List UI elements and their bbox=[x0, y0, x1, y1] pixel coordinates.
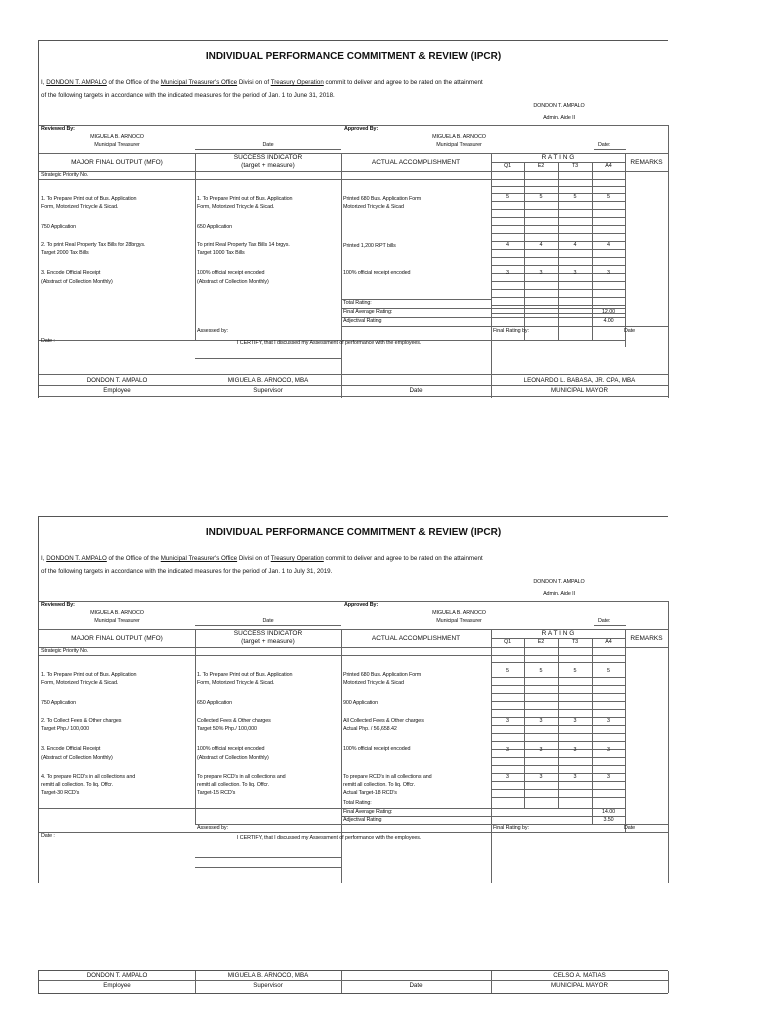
row3-si-line2: Target 50% Php./ 100,000 bbox=[197, 726, 257, 732]
row1-actual-line1: Printed 680 Bus. Application Form bbox=[343, 672, 422, 678]
row4-si-line1: 100% official receipt encoded bbox=[197, 270, 265, 276]
certify-statement: I CERTIFY, that I discussed my Assessment of performance with the employees. bbox=[237, 340, 422, 346]
final-rating-by-label: Final Rating by: bbox=[493, 328, 529, 334]
t3-header: T3 bbox=[571, 163, 579, 169]
a4-header: A4 bbox=[605, 163, 612, 169]
employee-name: DONDON T. AMPALO bbox=[86, 377, 148, 384]
row2-mfo: 750 Application bbox=[41, 224, 77, 230]
office-name: Municipal Treasurer's Office bbox=[160, 555, 238, 562]
ratee-position: Admin. Aide II bbox=[543, 115, 575, 121]
ratee-position: Admin. Aide II bbox=[543, 591, 575, 597]
final-average-label: Final Average Rating: bbox=[343, 309, 393, 315]
final-average-label: Final Average Rating: bbox=[343, 809, 393, 815]
actual-accomplishment-header: ACTUAL ACCOMPLISHMENT bbox=[371, 635, 461, 642]
ratee-name: DONDON T. AMPALO bbox=[46, 79, 107, 86]
success-indicator-header: SUCCESS INDICATOR bbox=[233, 630, 303, 637]
row1-e2: 5 bbox=[539, 194, 543, 200]
row1-actual-line2: Motorized Tricycle & Sicad bbox=[343, 204, 404, 210]
approver-title: Municipal Treasurer bbox=[436, 142, 482, 148]
row5-mfo-line3: Target-30 RCD's bbox=[41, 790, 80, 796]
ratee-signature-name: DONDON T. AMPALO bbox=[533, 579, 585, 585]
strategic-priority: Strategic Priority No. bbox=[41, 172, 89, 178]
remarks-header: REMARKS bbox=[630, 635, 663, 642]
rating-header: R A T I N G bbox=[541, 630, 575, 637]
supervisor-label: Supervisor bbox=[253, 387, 283, 394]
row4-e2: 3 bbox=[539, 270, 543, 276]
division-name: Treasury Operation bbox=[270, 79, 324, 86]
row4-si-line2: (Abstract of Collection Monthly) bbox=[197, 755, 269, 761]
t3-header: T3 bbox=[571, 639, 579, 645]
mfo-header: MAJOR FINAL OUTPUT (MFO) bbox=[71, 635, 163, 642]
row1-t3: 5 bbox=[573, 668, 577, 674]
row4-q1: 3 bbox=[506, 747, 509, 753]
signature-date-label: Date bbox=[409, 387, 423, 394]
row1-mfo-line2: Form, Motorized Tricycle & Sicad. bbox=[41, 204, 119, 210]
ipcr-form-2018 bbox=[38, 40, 668, 398]
row3-a4: 3 bbox=[607, 718, 610, 724]
row3-mfo-line2: Target 2000 Tax Bills bbox=[41, 250, 89, 256]
office-name: Municipal Treasurer's Office bbox=[160, 79, 238, 86]
success-indicator-sub: (target + measure) bbox=[241, 638, 295, 645]
row5-si-line1: To prepare RCD's in all collections and bbox=[197, 774, 286, 780]
intro-line-1: I, DONDON T. AMPALO of the Office of the Municipal Treasurer's Office Divisi on of Treasury Operation commit to deliver and agree to be rated on the attainment bbox=[41, 555, 483, 562]
e2-header: E2 bbox=[537, 163, 545, 169]
success-indicator-sub: (target + measure) bbox=[241, 162, 295, 169]
approver-name: MIGUELA B. ARNOCO bbox=[432, 134, 486, 140]
row3-e2: 3 bbox=[539, 718, 543, 724]
row4-mfo-line1: 3. Encode Official Receipt bbox=[41, 746, 101, 752]
supervisor-name: MIGUELA B. ARNOCO, MBA bbox=[227, 972, 309, 979]
ipcr-form-2019 bbox=[38, 516, 668, 883]
row3-si-line1: To print Real Property Tax Bills 14 brgys. bbox=[197, 242, 290, 248]
certify-statement: I CERTIFY, that I discussed my Assessment of performance with the employees. bbox=[237, 835, 422, 841]
intro-line-2: of the following targets in accordance with the indicated measures for the period of Jan. 1 to July 31, 2019. bbox=[41, 568, 333, 575]
row5-t3: 3 bbox=[573, 774, 577, 780]
row4-mfo-line2: (Abstract of Collection Monthly) bbox=[41, 279, 113, 285]
row1-si-line1: 1. To Prepare Print out of Bus. Application bbox=[197, 672, 293, 678]
row1-mfo-line1: 1. To Prepare Print out of Bus. Application bbox=[41, 672, 137, 678]
approver-name: MIGUELA B. ARNOCO bbox=[432, 610, 486, 616]
row4-a4: 3 bbox=[607, 747, 610, 753]
intro-line-2: of the following targets in accordance with the indicated measures for the period of Jan. 1 to June 31, 2018. bbox=[41, 92, 335, 99]
row5-mfo-line1: 4. To prepare RCD's in all collections and bbox=[41, 774, 136, 780]
final-average-value: 12.00 bbox=[602, 309, 615, 315]
approved-by-label: Approved By: bbox=[344, 126, 379, 132]
row2-actual: 900 Application bbox=[343, 700, 379, 706]
mfo-header: MAJOR FINAL OUTPUT (MFO) bbox=[71, 159, 163, 166]
row4-a4: 3 bbox=[607, 270, 610, 276]
row5-q1: 3 bbox=[506, 774, 509, 780]
intro-line-1: I, DONDON T. AMPALO of the Office of the Municipal Treasurer's Office Divisi on of Treasury Operation commit to deliver and agree to be rated on the attainment bbox=[41, 79, 483, 86]
row5-a4: 3 bbox=[607, 774, 610, 780]
row4-q1: 3 bbox=[506, 270, 509, 276]
row1-si-line2: Form, Motorized Tricycle & Sicad. bbox=[197, 680, 275, 686]
row3-q1: 4 bbox=[506, 242, 509, 248]
row4-e2: 3 bbox=[539, 747, 543, 753]
row4-t3: 3 bbox=[573, 747, 577, 753]
row2-si: 650 Application bbox=[197, 700, 233, 706]
row4-si-line1: 100% official receipt encoded bbox=[197, 746, 265, 752]
q1-header: Q1 bbox=[504, 163, 511, 169]
reviewer-title: Municipal Treasurer bbox=[94, 618, 140, 624]
rating-header: R A T I N G bbox=[541, 154, 575, 161]
row1-e2: 5 bbox=[539, 668, 543, 674]
row1-a4: 5 bbox=[607, 194, 610, 200]
reviewer-title: Municipal Treasurer bbox=[94, 142, 140, 148]
row4-actual: 100% official receipt encoded bbox=[343, 270, 411, 276]
row1-q1: 5 bbox=[506, 194, 509, 200]
mayor-name: LEONARDO L. BABASA, JR. CPA, MBA bbox=[523, 377, 636, 384]
supervisor-label: Supervisor bbox=[253, 982, 283, 989]
ratee-signature-name: DONDON T. AMPALO bbox=[533, 103, 585, 109]
row4-actual: 100% official receipt encoded bbox=[343, 746, 411, 752]
adjectival-label: Adjectival Rating bbox=[343, 318, 382, 324]
row5-actual-line1: To prepare RCD's in all collections and bbox=[343, 774, 432, 780]
row4-mfo-line2: (Abstract of Collection Monthly) bbox=[41, 755, 113, 761]
employee-label: Employee bbox=[103, 982, 131, 989]
row3-actual: Printed 1,200 RPT bills bbox=[343, 243, 396, 249]
remarks-header: REMARKS bbox=[630, 159, 663, 166]
row4-si-line2: (Abstract of Collection Monthly) bbox=[197, 279, 269, 285]
signature-date-label: Date bbox=[409, 982, 423, 989]
approved-by-label: Approved By: bbox=[344, 602, 379, 608]
row1-si-line1: 1. To Prepare Print out of Bus. Application bbox=[197, 196, 293, 202]
row1-actual-line1: Printed 680 Bus. Application Form bbox=[343, 196, 422, 202]
row3-mfo-line1: 2. To print Real Property Tax Bills for 28brgys. bbox=[41, 242, 146, 248]
total-rating-label: Total Rating: bbox=[343, 800, 372, 806]
row3-actual-line2: Actual Php. / 56,658.42 bbox=[343, 726, 397, 732]
row1-mfo-line2: Form, Motorized Tricycle & Sicad. bbox=[41, 680, 119, 686]
total-rating-label: Total Rating: bbox=[343, 300, 372, 306]
row1-q1: 5 bbox=[506, 668, 509, 674]
review-date-label: Date bbox=[262, 618, 274, 624]
row5-mfo-line2: remitt all collection. To liq. Offcr. bbox=[41, 782, 113, 788]
adjectival-label: Adjectival Rating bbox=[343, 817, 382, 823]
reviewed-by-label: Reviewed By: bbox=[41, 126, 75, 132]
row5-si-line3: Target-15 RCD's bbox=[197, 790, 236, 796]
row2-si: 650 Application bbox=[197, 224, 233, 230]
mayor-label: MUNICIPAL MAYOR bbox=[551, 982, 608, 989]
row1-si-line2: Form, Motorized Tricycle & Sicad. bbox=[197, 204, 275, 210]
employee-label: Employee bbox=[103, 387, 131, 394]
row3-t3: 3 bbox=[573, 718, 577, 724]
employee-name: DONDON T. AMPALO bbox=[86, 972, 148, 979]
ratee-name: DONDON T. AMPALO bbox=[46, 555, 107, 562]
approver-title: Municipal Treasurer bbox=[436, 618, 482, 624]
final-rating-by-label: Final Rating by: bbox=[493, 825, 529, 831]
ipcr-2019-signature-strip bbox=[38, 970, 668, 994]
date-label-left: Date : bbox=[41, 338, 55, 344]
adjectival-value: 3.50 bbox=[603, 817, 614, 823]
row4-mfo-line1: 3. Encode Official Receipt bbox=[41, 270, 101, 276]
approve-date-label: Date: bbox=[598, 142, 611, 148]
row3-actual-line1: All Collected Fees & Other charges bbox=[343, 718, 424, 724]
review-date-label: Date bbox=[262, 142, 274, 148]
final-average-value: 14.00 bbox=[602, 809, 615, 815]
success-indicator-header: SUCCESS INDICATOR bbox=[233, 154, 303, 161]
reviewed-by-label: Reviewed By: bbox=[41, 602, 75, 608]
row3-t3: 4 bbox=[573, 242, 577, 248]
final-rating-date-label: Date bbox=[624, 328, 635, 334]
row5-actual-line2: remitt all collection. To liq. Offcr. bbox=[343, 782, 415, 788]
approve-date-label: Date: bbox=[598, 618, 611, 624]
form-title: INDIVIDUAL PERFORMANCE COMMITMENT & REVIEW (IPCR) bbox=[205, 527, 502, 538]
row4-t3: 3 bbox=[573, 270, 577, 276]
form-title: INDIVIDUAL PERFORMANCE COMMITMENT & REVIEW (IPCR) bbox=[205, 51, 502, 62]
actual-accomplishment-header: ACTUAL ACCOMPLISHMENT bbox=[371, 159, 461, 166]
e2-header: E2 bbox=[537, 639, 545, 645]
assessed-by-label: Assessed by: bbox=[197, 328, 228, 334]
reviewer-name: MIGUELA B. ARNOCO bbox=[90, 134, 144, 140]
mayor-name: CELSO A. MATIAS bbox=[553, 972, 606, 979]
assessed-by-label: Assessed by: bbox=[197, 825, 228, 831]
row5-actual-line3: Actual Target-18 RCD's bbox=[343, 790, 397, 796]
row1-a4: 5 bbox=[607, 668, 610, 674]
row3-mfo-line1: 2. To Collect Fees & Other charges bbox=[41, 718, 122, 724]
row5-e2: 3 bbox=[539, 774, 543, 780]
a4-header: A4 bbox=[605, 639, 612, 645]
division-name: Treasury Operation bbox=[270, 555, 324, 562]
row3-si-line2: Target 1000 Tax Bills bbox=[197, 250, 245, 256]
row1-actual-line2: Motorized Tricycle & Sicad bbox=[343, 680, 404, 686]
row2-mfo: 750 Application bbox=[41, 700, 77, 706]
final-rating-date-label: Date bbox=[624, 825, 635, 831]
reviewer-name: MIGUELA B. ARNOCO bbox=[90, 610, 144, 616]
q1-header: Q1 bbox=[504, 639, 511, 645]
row3-q1: 3 bbox=[506, 718, 509, 724]
row3-e2: 4 bbox=[539, 242, 543, 248]
row3-a4: 4 bbox=[607, 242, 610, 248]
row1-t3: 5 bbox=[573, 194, 577, 200]
strategic-priority: Strategic Priority No. bbox=[41, 648, 89, 654]
row3-mfo-line2: Target Php./ 100,000 bbox=[41, 726, 90, 732]
row3-si-line1: Collected Fees & Other charges bbox=[197, 718, 271, 724]
date-label-left: Date : bbox=[41, 833, 55, 839]
row5-si-line2: remitt all collection. To liq. Offcr. bbox=[197, 782, 269, 788]
mayor-label: MUNICIPAL MAYOR bbox=[551, 387, 608, 394]
supervisor-name: MIGUELA B. ARNOCO, MBA bbox=[227, 377, 309, 384]
row1-mfo-line1: 1. To Prepare Print out of Bus. Application bbox=[41, 196, 137, 202]
adjectival-value: 4.00 bbox=[603, 318, 614, 324]
